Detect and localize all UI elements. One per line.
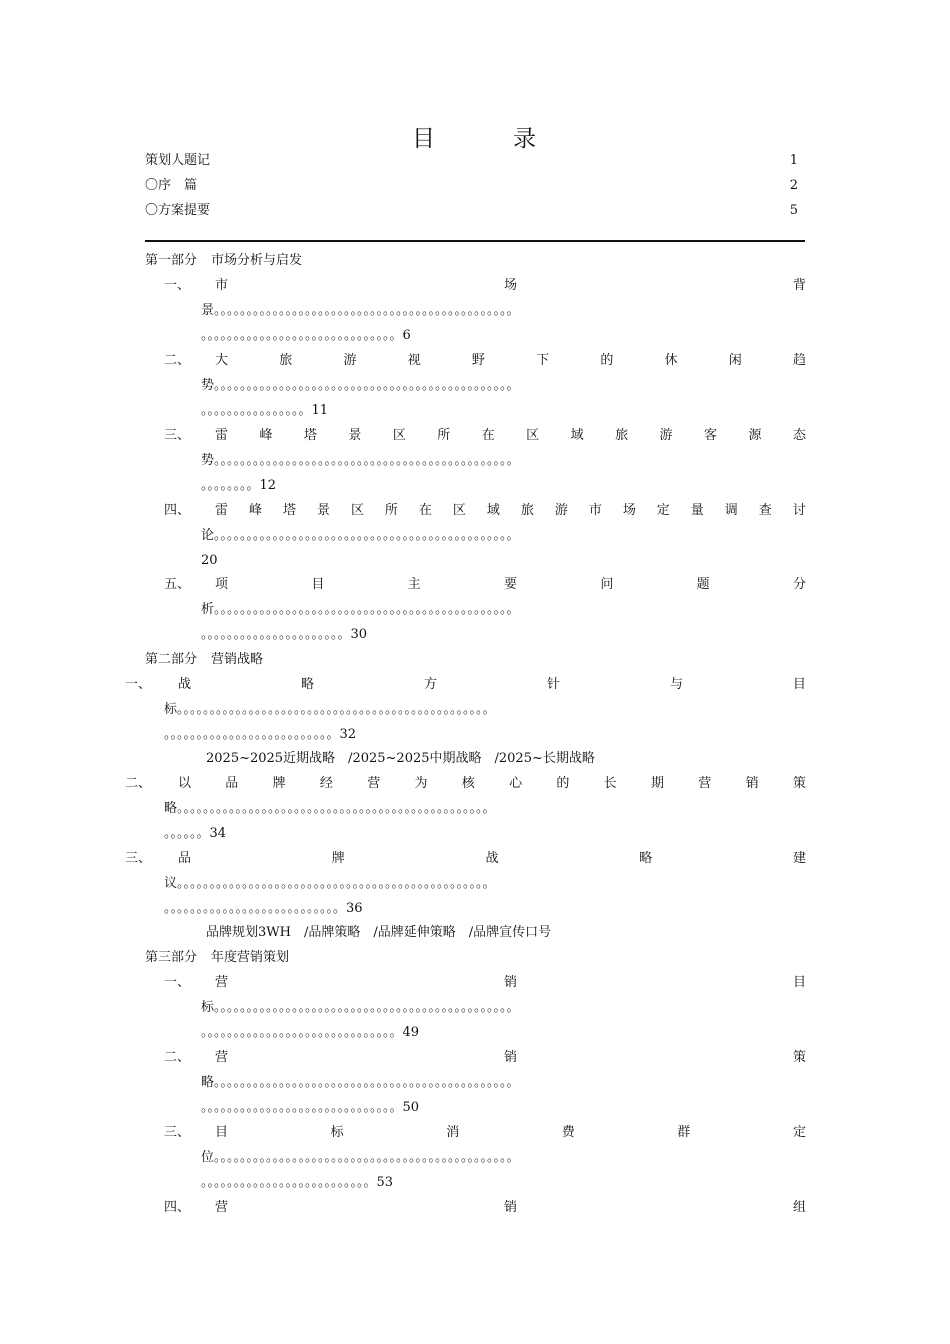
entry-title-char: 定 [792, 1125, 806, 1140]
toc-entry[interactable] [164, 273, 806, 348]
entry-title-char: 与 [669, 677, 683, 692]
entry-number: 四、 [164, 503, 191, 518]
entry-title [215, 1045, 806, 1070]
front-matter-entry[interactable] [145, 148, 798, 173]
part-title: 营销战略 [211, 652, 264, 667]
entry-title-char: 销 [503, 975, 517, 990]
sub-topics: 2025~2025近期战略 /2025~2025中期战略 /2025~长期战略 [206, 751, 595, 766]
entry-page: 1 [789, 153, 798, 168]
entry-leader-line: 标。。。。。。。。。。。。。。。。。。。。。。。。。。。。。。。。。。。。。。。。。。。。。。。。 [164, 702, 496, 717]
entry-title-char: 营 [698, 776, 712, 791]
entry-leader-line: 略。。。。。。。。。。。。。。。。。。。。。。。。。。。。。。。。。。。。。。。。。。。。。。 [201, 1075, 520, 1090]
entry-title-char: 背 [792, 278, 806, 293]
entry-title-char: 目 [311, 577, 325, 592]
entry-title-char: 费 [561, 1125, 575, 1140]
entry-title-char: 分 [792, 577, 806, 592]
front-matter-list [145, 148, 798, 223]
sub-topics: 品牌规划3WH /品牌策略 /品牌延伸策略 /品牌宣传口号 [206, 925, 552, 940]
front-matter-entry[interactable] [145, 173, 798, 198]
entry-leader-page: 。。。。。。34 [164, 826, 227, 841]
entry-leader-line: 景。。。。。。。。。。。。。。。。。。。。。。。。。。。。。。。。。。。。。。。。。。。。。。 [201, 303, 520, 318]
toc-entry[interactable] [125, 846, 806, 921]
part-label: 第一部分 [145, 253, 198, 268]
entry-leader-page: 。。。。。。。。。。。。。。。。。。。。。。。。。。53 [201, 1175, 394, 1190]
entry-title-char: 群 [677, 1125, 691, 1140]
entry-title-char: 讨 [792, 503, 806, 518]
front-matter-entry[interactable] [145, 198, 798, 223]
entry-title [215, 1195, 806, 1220]
entry-title-char: 消 [446, 1125, 460, 1140]
entry-title-char: 要 [503, 577, 517, 592]
entry-leader-page: 。。。。。。。。。。。。。。。。11 [201, 403, 329, 418]
entry-title-char: 域 [486, 503, 500, 518]
entry-title-char: 塔 [303, 428, 317, 443]
entry-title [215, 572, 806, 597]
entry-title-char: 旅 [279, 353, 293, 368]
title-char-1: 目 [412, 126, 437, 152]
entry-title-char: 目 [792, 677, 806, 692]
entry-title-char: 略 [639, 851, 653, 866]
toc-entry[interactable] [164, 348, 806, 423]
entry-leader-page: 。。。。。。。。。。。。。。。。。。。。。。。。。。。36 [164, 901, 363, 916]
entry-title-char: 目 [215, 1125, 229, 1140]
entry-number: 一、 [164, 278, 191, 293]
entry-title-char: 所 [384, 503, 398, 518]
entry-title [178, 846, 806, 871]
entry-leader-line: 势。。。。。。。。。。。。。。。。。。。。。。。。。。。。。。。。。。。。。。。。。。。。。。 [201, 378, 520, 393]
entry-title-line [164, 423, 806, 448]
entry-title-line [164, 498, 806, 523]
entry-title-char: 针 [546, 677, 560, 692]
entry-label: 策划人题记 [145, 153, 211, 168]
entry-title-char: 场 [622, 503, 636, 518]
entry-title-char: 旅 [520, 503, 534, 518]
entry-title-char: 游 [554, 503, 568, 518]
entry-title-line [164, 1120, 806, 1145]
entry-title-char: 品 [178, 851, 192, 866]
entry-title-char: 以 [178, 776, 192, 791]
entry-title-char: 策 [792, 1050, 806, 1065]
entry-title-char: 营 [215, 1050, 229, 1065]
entry-title-char: 为 [414, 776, 428, 791]
entry-title-char: 雷 [215, 428, 229, 443]
entry-leader-line: 析。。。。。。。。。。。。。。。。。。。。。。。。。。。。。。。。。。。。。。。。。。。。。。 [201, 602, 520, 617]
entry-title-char: 区 [350, 503, 364, 518]
entry-title [215, 498, 806, 523]
entry-label: 〇方案提要 [145, 203, 211, 218]
entry-title-line [125, 672, 806, 697]
entry-title-line [164, 273, 806, 298]
part-label: 第二部分 [145, 652, 198, 667]
entry-label: 〇序 篇 [145, 178, 198, 193]
entry-title-char: 游 [343, 353, 357, 368]
entry-leader-page: 。。。。。。。。12 [201, 478, 277, 493]
entry-title-char: 的 [600, 353, 614, 368]
entry-title-char: 在 [418, 503, 432, 518]
entry-title-char: 营 [215, 975, 229, 990]
entry-title-char: 景 [348, 428, 362, 443]
toc-entry[interactable] [125, 771, 806, 846]
entry-title-char: 区 [452, 503, 466, 518]
toc-entry[interactable] [164, 572, 806, 647]
entry-title-char: 牌 [272, 776, 286, 791]
entry-leader-line: 势。。。。。。。。。。。。。。。。。。。。。。。。。。。。。。。。。。。。。。。。。。。。。。 [201, 453, 520, 468]
entry-number: 二、 [164, 353, 191, 368]
entry-leader-page: 。。。。。。。。。。。。。。。。。。。。。。30 [201, 627, 368, 642]
entry-title-char: 核 [461, 776, 475, 791]
entry-number: 二、 [125, 776, 152, 791]
entry-title-char: 雷 [215, 503, 229, 518]
entry-title-char: 心 [509, 776, 523, 791]
toc-entry[interactable] [164, 1045, 806, 1120]
entry-title [215, 1120, 806, 1145]
entry-title-char: 场 [503, 278, 517, 293]
entry-title-char: 销 [503, 1050, 517, 1065]
part-heading [145, 248, 302, 273]
entry-leader-line: 议。。。。。。。。。。。。。。。。。。。。。。。。。。。。。。。。。。。。。。。。。。。。。。。。 [164, 876, 496, 891]
entry-leader-page: 20 [201, 553, 218, 568]
entry-leader-page: 。。。。。。。。。。。。。。。。。。。。。。。。。。。。。。50 [201, 1100, 420, 1115]
part-title: 市场分析与启发 [211, 253, 303, 268]
entry-title-char: 客 [703, 428, 717, 443]
entry-title-char: 区 [526, 428, 540, 443]
part-title: 年度营销策划 [211, 950, 290, 965]
entry-title-char: 经 [319, 776, 333, 791]
entry-number: 二、 [164, 1050, 191, 1065]
entry-title-char: 标 [330, 1125, 344, 1140]
toc-entry[interactable] [164, 498, 806, 573]
entry-title-line [164, 1045, 806, 1070]
entry-page: 5 [789, 203, 798, 218]
entry-title-char: 略 [300, 677, 314, 692]
entry-title-char: 战 [178, 677, 192, 692]
entry-number: 一、 [125, 677, 152, 692]
entry-title-char: 所 [437, 428, 451, 443]
entry-title-char: 战 [485, 851, 499, 866]
entry-title-char: 营 [367, 776, 381, 791]
entry-leader-line: 标。。。。。。。。。。。。。。。。。。。。。。。。。。。。。。。。。。。。。。。。。。。。。。 [201, 1000, 520, 1015]
entry-title-char: 市 [588, 503, 602, 518]
entry-title-char: 的 [556, 776, 570, 791]
entry-title [178, 672, 806, 697]
entry-number: 三、 [164, 428, 191, 443]
entry-title-char: 期 [650, 776, 664, 791]
entry-title-char: 问 [600, 577, 614, 592]
entry-number: 四、 [164, 1200, 191, 1215]
entry-leader-line: 论。。。。。。。。。。。。。。。。。。。。。。。。。。。。。。。。。。。。。。。。。。。。。。 [201, 528, 520, 543]
part-label: 第三部分 [145, 950, 198, 965]
part-heading [145, 647, 263, 672]
entry-title-char: 长 [603, 776, 617, 791]
entry-title-line [164, 348, 806, 373]
entry-title-char: 在 [481, 428, 495, 443]
entry-title [215, 348, 806, 373]
entry-title [215, 273, 806, 298]
entry-leader-page: 。。。。。。。。。。。。。。。。。。。。。。。。。。。。。。6 [201, 328, 411, 343]
entry-title [215, 970, 806, 995]
entry-title-char: 目 [792, 975, 806, 990]
entry-title-char: 野 [471, 353, 485, 368]
entry-leader-line: 略。。。。。。。。。。。。。。。。。。。。。。。。。。。。。。。。。。。。。。。。。。。。。。。。 [164, 801, 496, 816]
entry-title-char: 视 [407, 353, 421, 368]
entry-title-char: 方 [423, 677, 437, 692]
entry-page: 2 [789, 178, 798, 193]
entry-title-char: 营 [215, 1200, 229, 1215]
entry-title-char: 趋 [792, 353, 806, 368]
entry-number: 一、 [164, 975, 191, 990]
entry-title-char: 态 [792, 428, 806, 443]
entry-title-char: 塔 [282, 503, 296, 518]
entry-title-char: 峰 [248, 503, 262, 518]
entry-title-char: 大 [215, 353, 229, 368]
entry-title-char: 牌 [331, 851, 345, 866]
entry-title-char: 下 [536, 353, 550, 368]
entry-number: 三、 [164, 1125, 191, 1140]
entry-title-char: 组 [792, 1200, 806, 1215]
entry-title-line [164, 970, 806, 995]
entry-title-char: 定 [656, 503, 670, 518]
divider-rule [145, 240, 805, 242]
entry-title [178, 771, 806, 796]
toc-entry[interactable] [164, 970, 806, 1045]
entry-title-char: 销 [503, 1200, 517, 1215]
entry-title-char: 游 [659, 428, 673, 443]
entry-title-char: 峰 [259, 428, 273, 443]
entry-title-char: 建 [792, 851, 806, 866]
entry-title-char: 项 [215, 577, 229, 592]
entry-leader-page: 。。。。。。。。。。。。。。。。。。。。。。。。。。32 [164, 727, 357, 742]
entry-title-char: 销 [745, 776, 759, 791]
entry-title-line [164, 572, 806, 597]
entry-title-char: 源 [748, 428, 762, 443]
entry-title-char: 区 [392, 428, 406, 443]
entry-title-char: 休 [664, 353, 678, 368]
entry-title-char: 景 [316, 503, 330, 518]
entry-number: 三、 [125, 851, 152, 866]
entry-title-char: 品 [225, 776, 239, 791]
entry-title-char: 闲 [728, 353, 742, 368]
entry-title-char: 查 [758, 503, 772, 518]
entry-title-char: 市 [215, 278, 229, 293]
entry-title [215, 423, 806, 448]
entry-title-char: 题 [696, 577, 710, 592]
entry-title-line [125, 771, 806, 796]
entry-title-char: 域 [570, 428, 584, 443]
entry-title-char: 量 [690, 503, 704, 518]
entry-title-char: 调 [724, 503, 738, 518]
entry-leader-line: 位。。。。。。。。。。。。。。。。。。。。。。。。。。。。。。。。。。。。。。。。。。。。。。 [201, 1150, 520, 1165]
entry-title-line [125, 846, 806, 871]
toc-entry[interactable] [125, 672, 806, 747]
toc-entry[interactable] [164, 1120, 806, 1195]
toc-entry[interactable] [164, 423, 806, 498]
entry-title-char: 旅 [615, 428, 629, 443]
entry-number: 五、 [164, 577, 191, 592]
entry-title-char: 主 [407, 577, 421, 592]
entry-title-char: 策 [792, 776, 806, 791]
part-heading [145, 945, 289, 970]
entry-leader-page: 。。。。。。。。。。。。。。。。。。。。。。。。。。。。。。49 [201, 1025, 420, 1040]
title-char-2: 录 [513, 126, 538, 152]
